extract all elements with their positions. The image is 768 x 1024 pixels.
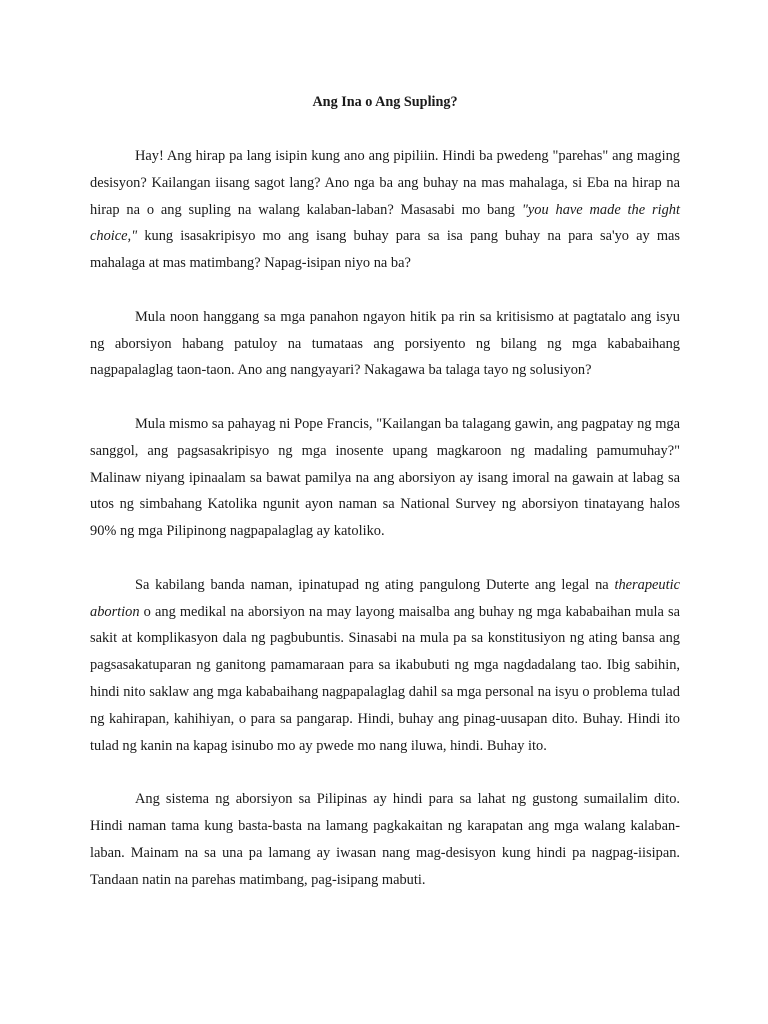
paragraph-1	[90, 143, 680, 277]
paragraph-text: Hay! Ang hirap pa lang isipin kung ano ang pipiliin. Hindi ba pwedeng "parehas" ang maging desisyon? Kailangan iisang sagot lang? Ano nga ba ang buhay na mas mahalaga, si Eba na hirap na hirap na o ang supling na walang kalaban-laban? Masasabi mo bang	[90, 148, 680, 218]
paragraph-text: Mula noon hanggang sa mga panahon ngayon hitik pa rin sa kritisismo at pagtatalo ang isyu ng aborsiyon habang patuloy na tumataas ang porsiyento ng bilang ng mga kababaihang nagpapalaglag taon-taon. Ano ang nangyayari? Nakagawa ba talaga tayo ng solusiyon?	[90, 308, 680, 379]
paragraph-2	[90, 304, 680, 384]
paragraph-text: Mula mismo sa pahayag ni Pope Francis, "Kailangan ba talagang gawin, ang pagpatay ng mga sanggol, ang pagsasakripisyo ng mga inosente upang magkaroon ng madaling pamumuhay?" Malinaw niyang ipinaalam sa bawat pamilya na ang aborsiyon ay isang imoral na gawain at labag sa utos ng simbahang Katolika ngunit ayon naman sa National Survey ng aborsiyon tinatayang halos 90% ng mga Pilipinong nagpapalaglag ay katoliko.	[90, 415, 680, 540]
paragraph-4	[90, 572, 680, 760]
paragraph-text: Sa kabilang banda naman, ipinatupad ng ating pangulong Duterte ang legal na	[135, 576, 615, 593]
paragraph-italic-text: "you have made the right choice,"	[90, 201, 680, 245]
paragraph-5	[90, 786, 680, 893]
document-title: Ang Ina o Ang Supling?	[312, 94, 458, 110]
paragraph-italic-text: therapeutic abortion	[90, 576, 680, 620]
paragraph-text: kung isasakripisyo mo ang isang buhay para sa isa pang buhay na para sa'yo ay mas mahalaga at mas matimbang? Napag-isipan niyo na ba?	[90, 228, 680, 272]
paragraph-text: Ang sistema ng aborsiyon sa Pilipinas ay hindi para sa lahat ng gustong sumailalim dito. Hindi naman tama kung basta-basta na lamang pagkakaitan ng karapatan ang mga walang kalaban-laban. Mainam na sa una pa lamang ay iwasan nang mag-desisyon kung hindi pa nagpag-iisipan. Tandaan natin na parehas matimbang, pag-isipang mabuti.	[90, 791, 680, 888]
paragraph-3	[90, 411, 680, 545]
paragraph-text: o ang medikal na aborsiyon na may layong maisalba ang buhay ng mga kababaihan mula sa sakit at komplikasyon dala ng pagbubuntis. Sinasabi na mula pa sa konstitusiyon ng ating bansa ang pagsasakatuparan ng ganitong pamamaraan para sa ikabubuti ng mga nagdadalang tao. Ibig sabihin, hindi nito saklaw ang mga kababaihang nagpapalaglag dahil sa mga personal na isyu o problema tulad ng kahirapan, kahihiyan, o para sa pangarap. Hindi, buhay ang pinag-uusapan dito. Buhay. Hindi ito tulad ng kanin na kapag isinubo mo ay pwede mo nang iluwa, hindi. Buhay ito.	[90, 603, 680, 754]
